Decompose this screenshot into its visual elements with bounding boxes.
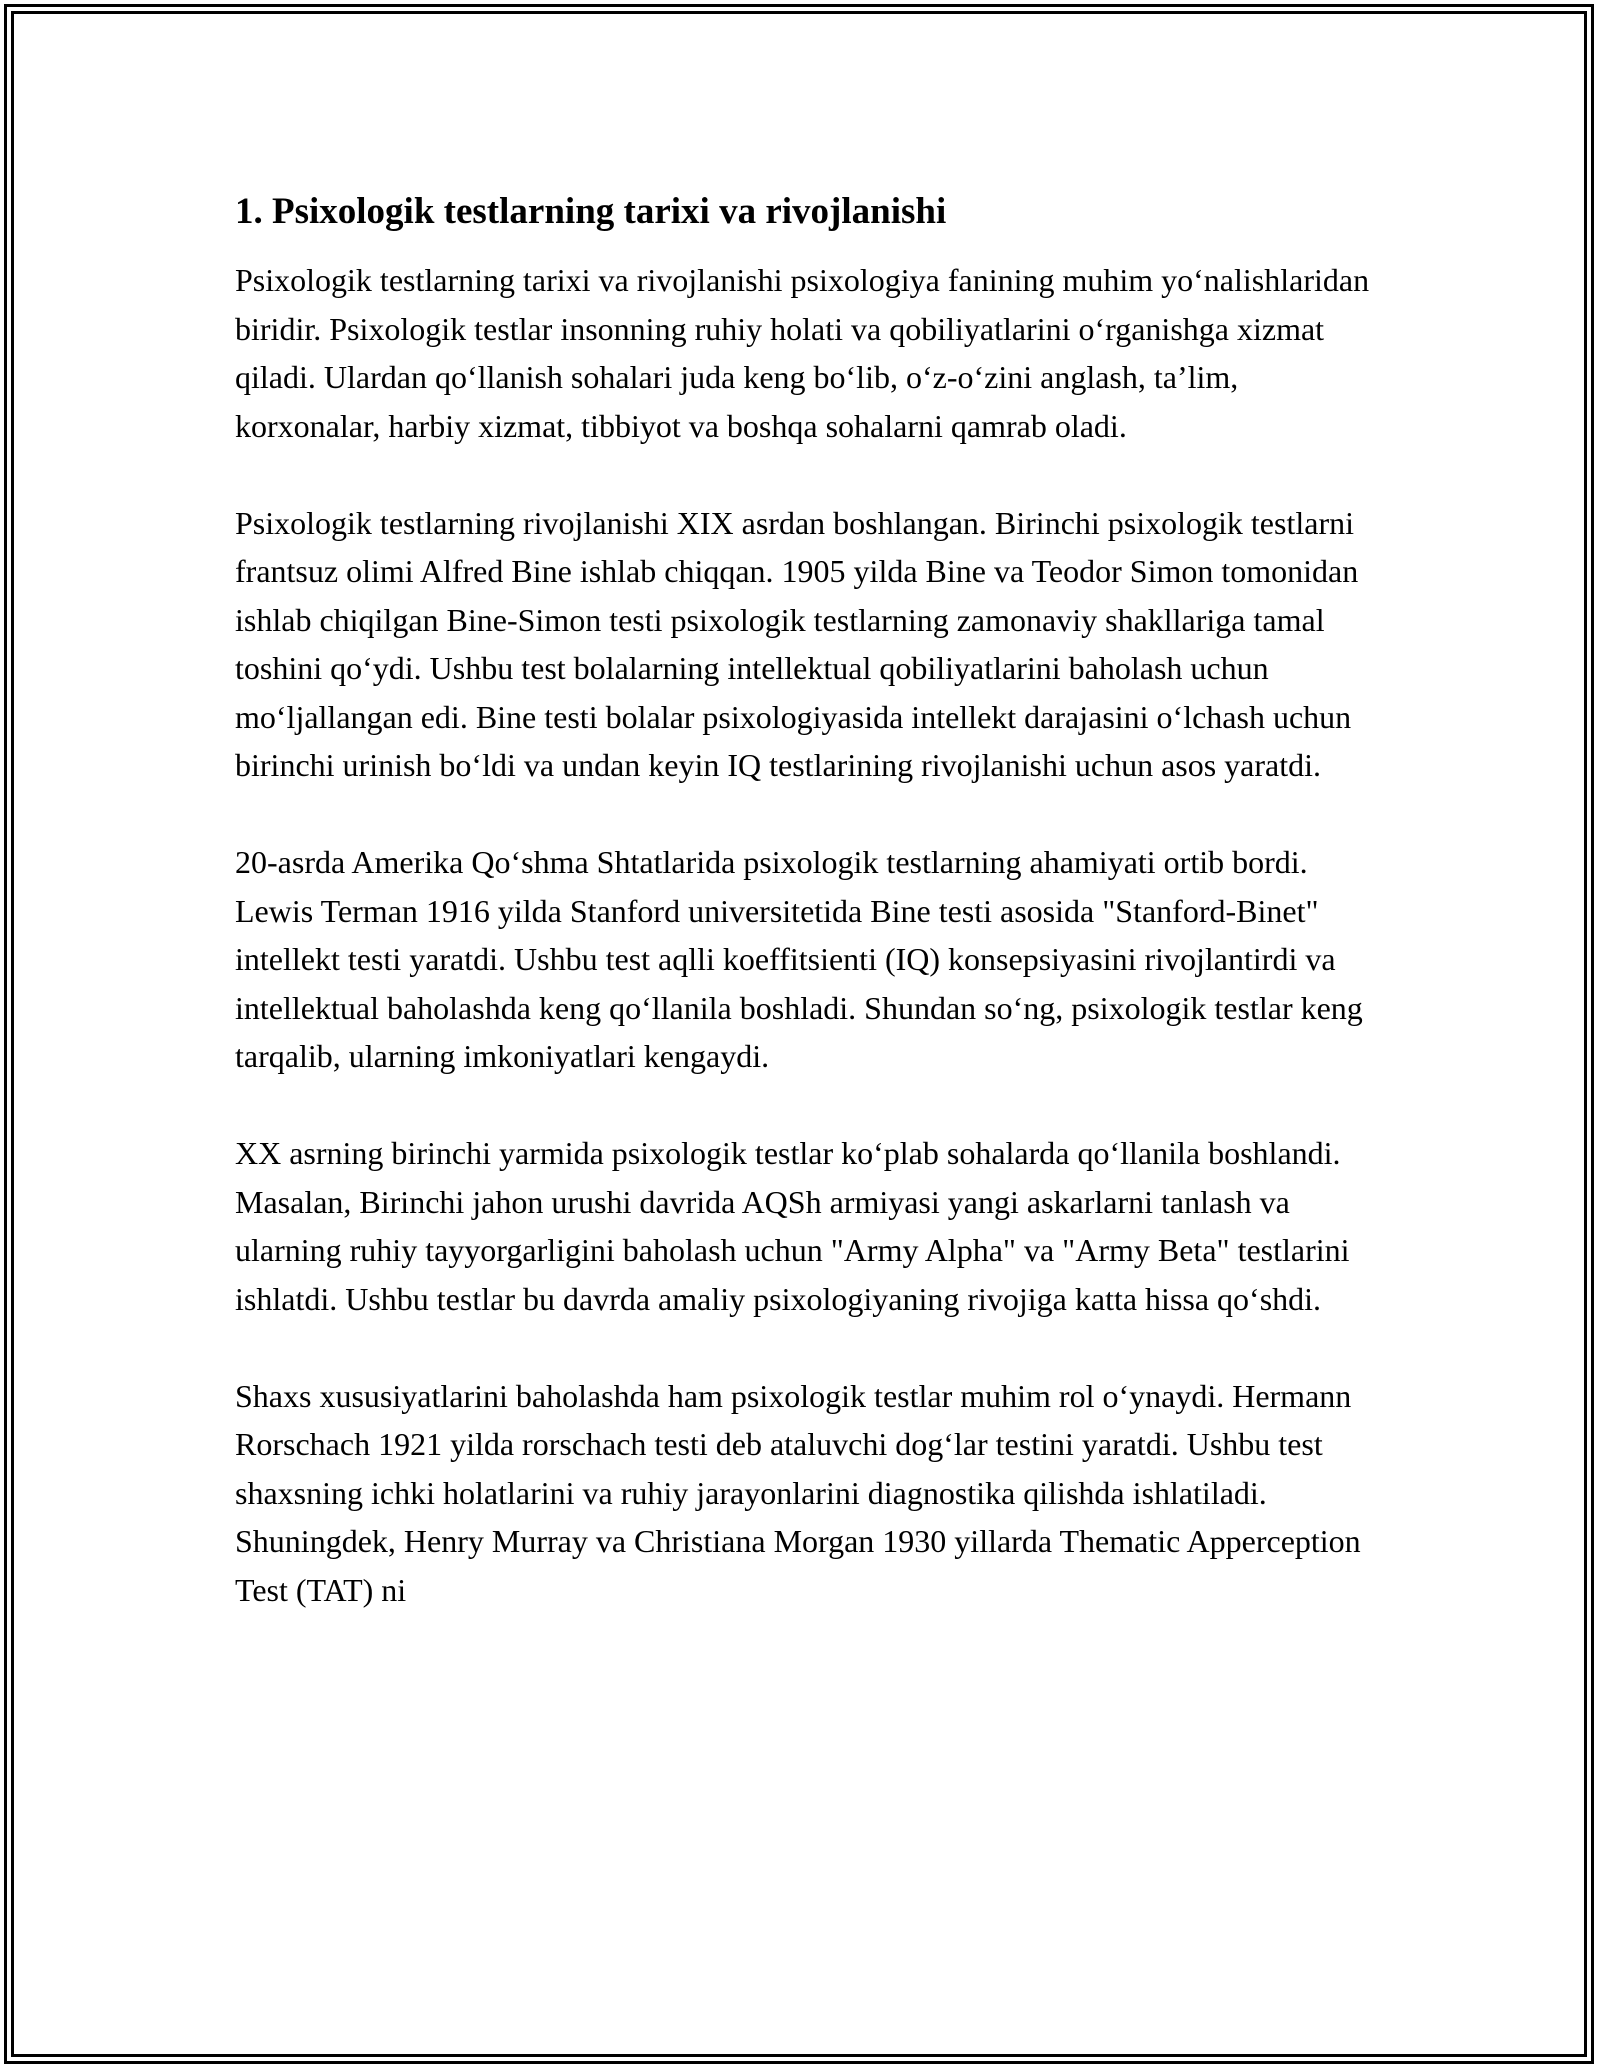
paragraph-personality-tests: Shaxs xususiyatlarini baholashda ham psixologik testlar muhim rol o‘ynaydi. Hermann Rorschach 1921 yilda rorschach testi deb ataluvchi dog‘lar testini yaratdi. Ushbu test shaxsning ichki holatlarini va ruhiy jarayonlarini diagnostika qilishda ishlatiladi. Shuningdek, Henry Murray va Christiana Morgan 1930 yillarda Thematic Apperception Test (TAT) ni: [235, 1377, 1361, 1608]
document-body: [235, 188, 1370, 1663]
section-heading: 1. Psixologik testlarning tarixi va rivojlanishi: [235, 191, 947, 232]
paragraph-army-tests: XX asrning birinchi yarmida psixologik testlar ko‘plab sohalarda qo‘llanila boshlandi. Masalan, Birinchi jahon urushi davrida AQSh armiyasi yangi askarlarni tanlash va ularning ruhiy tayyorgarligini baholash uchun "Army Alpha" va "Army Beta" testlarini ishlatdi. Ushbu testlar bu davrda amaliy psixologiyaning rivojiga katta hissa qo‘shdi.: [235, 1135, 1350, 1317]
paragraph-stanford-binet: 20-asrda Amerika Qo‘shma Shtatlarida psixologik testlarning ahamiyati ortib bordi. Lewis Terman 1916 yilda Stanford universitetida Bine testi asosida "Stanford-Binet" intellekt testi yaratdi. Ushbu test aqlli koeffitsienti (IQ) konsepsiyasini rivojlantirdi va intellektual baholashda keng qo‘llanila boshladi. Shundan so‘ng, psixologik testlar keng tarqalib, ularning imkoniyatlari kengaydi.: [235, 844, 1363, 1074]
paragraph-binet: Psixologik testlarning rivojlanishi XIX asrdan boshlangan. Birinchi psixologik testlarni frantsuz olimi Alfred Bine ishlab chiqqan. 1905 yilda Bine va Teodor Simon tomonidan ishlab chiqilgan Bine-Simon testi psixologik testlarning zamonaviy shakllariga tamal toshini qo‘ydi. Ushbu test bolalarning intellektual qobiliyatlarini baholash uchun mo‘ljallangan edi. Bine testi bolalar psixologiyasida intellekt darajasini o‘lchash uchun birinchi urinish bo‘ldi va undan keyin IQ testlarining rivojlanishi uchun asos yaratdi.: [235, 504, 1359, 783]
paragraph-intro: Psixologik testlarning tarixi va rivojlanishi psixologiya fanining muhim yo‘nalishlaridan biridir. Psixologik testlar insonning ruhiy holati va qobiliyatlarini o‘rganishga xizmat qiladi. Ulardan qo‘llanish sohalari juda keng bo‘lib, o‘z-o‘zini anglash, ta’lim, korxonalar, harbiy xizmat, tibbiyot va boshqa sohalarni qamrab oladi.: [235, 262, 1370, 444]
